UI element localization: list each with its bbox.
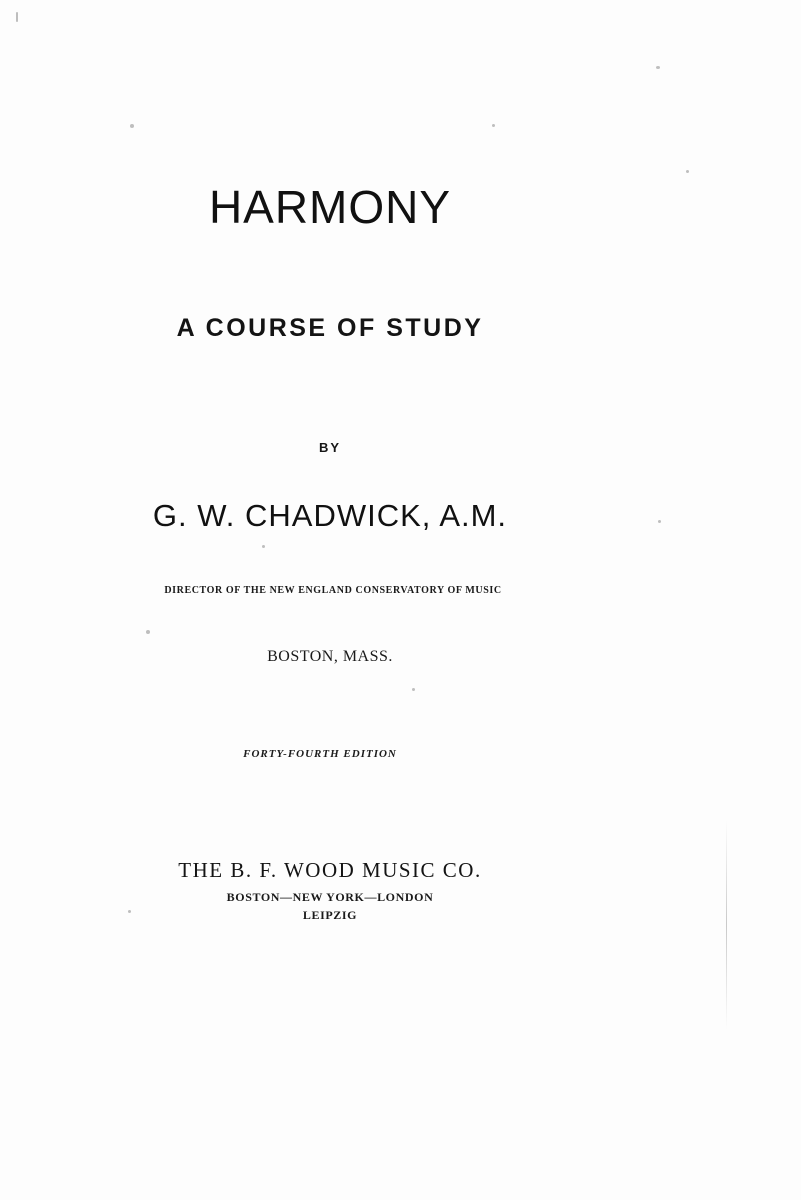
scan-speck <box>262 545 265 548</box>
scan-speck <box>412 688 415 691</box>
publisher-name: THE B. F. WOOD MUSIC CO. <box>178 858 482 882</box>
scan-speck <box>656 66 660 69</box>
publisher-city-extra: LEIPZIG <box>302 908 358 922</box>
scan-speck <box>492 124 495 127</box>
scan-speck <box>16 12 18 22</box>
edition-note: FORTY-FOURTH EDITION <box>243 748 397 760</box>
publisher-cities: BOSTON—NEW YORK—LONDON <box>226 890 434 904</box>
scan-edge-line <box>726 820 727 1030</box>
scan-speck <box>128 910 131 913</box>
scan-speck <box>658 520 661 523</box>
by-line: BY <box>318 440 342 455</box>
scan-speck <box>146 630 150 634</box>
author-location: BOSTON, MASS. <box>267 648 393 665</box>
book-title: HARMONY <box>208 181 452 233</box>
author-affiliation: DIRECTOR OF THE NEW ENGLAND CONSERVATORY OF MUSIC <box>164 585 502 596</box>
scan-speck <box>686 170 689 173</box>
author-name: G. W. CHADWICK, A.M. <box>152 498 508 533</box>
book-subtitle: A COURSE OF STUDY <box>176 314 484 342</box>
scan-speck <box>130 124 134 128</box>
